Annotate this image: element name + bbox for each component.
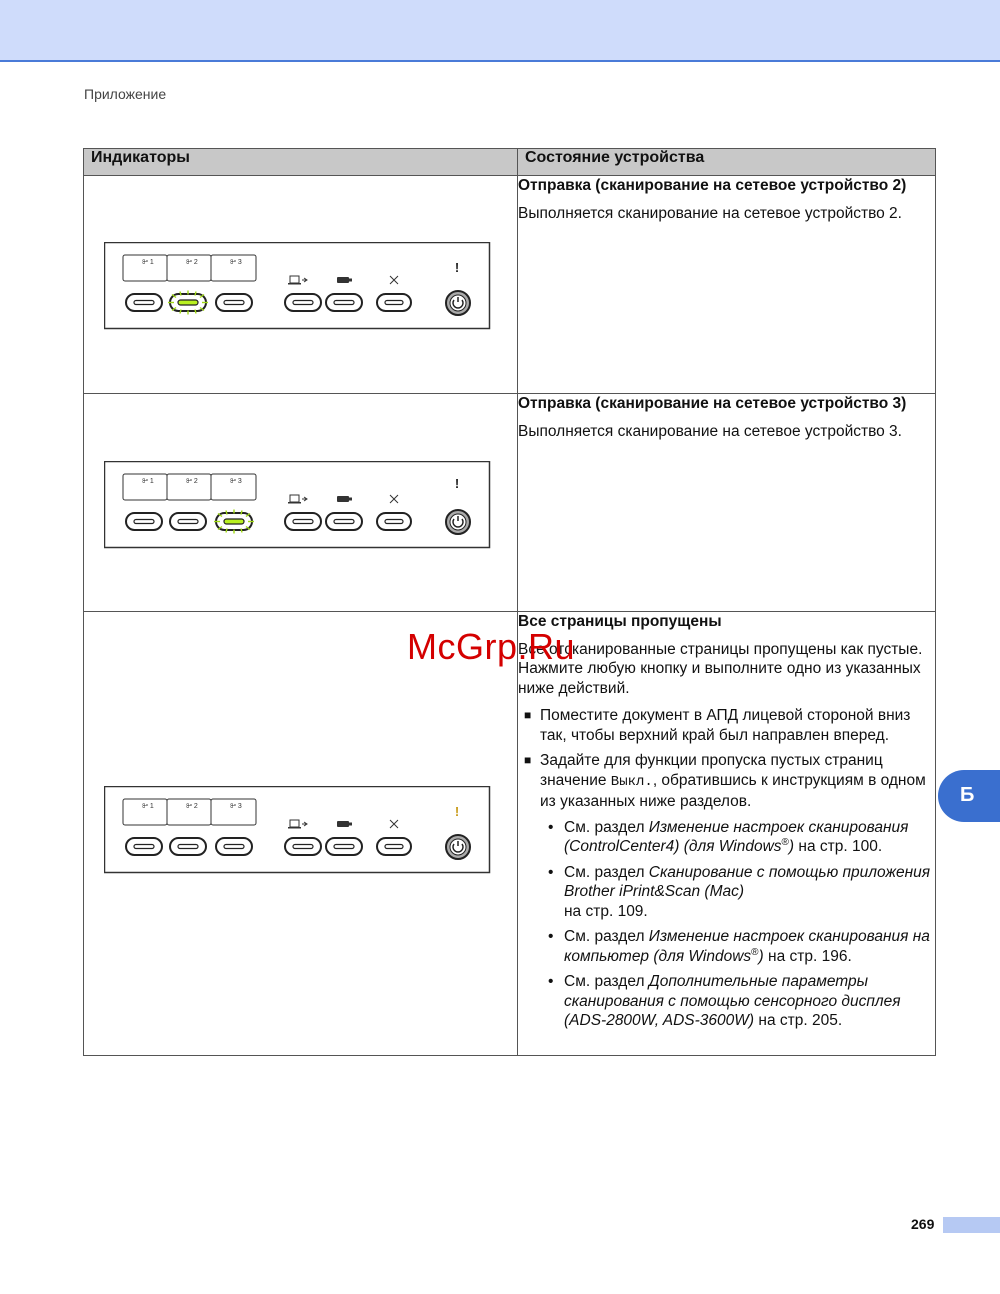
reference-link[interactable]: Дополнительные параметры сканирования с помощью сенсорного дисплея (ADS-2800W, ADS-3600W) [564,973,901,1029]
header-band [0,0,1000,62]
header-device-state: Состояние устройства [518,149,936,176]
action-item [524,706,935,745]
state-title: Отправка (сканирование на сетевое устройство 2) [518,177,907,194]
table-row [84,394,936,612]
led-cell [84,176,518,394]
page-number: 269 [911,1216,935,1232]
section-title: Приложение [84,86,167,102]
square-bullet: ■ [524,708,532,722]
state-cell [518,394,936,612]
reference-item: • См. раздел Дополнительные параметры сканирования с помощью сенсорного дисплея (ADS-2800W, ADS-3600W) на стр. 205. [548,973,901,1029]
warning-led-lit: ! [454,804,460,819]
state-cell [518,612,936,1056]
led-cell [84,394,518,612]
chapter-tab[interactable]: Б [938,770,1000,822]
indicator-table [83,148,936,1056]
reference-link[interactable]: Изменение настроек сканирования на компьютер (для Windows [564,928,930,965]
state-description: Все отсканированные страницы пропущены как пустые. Нажмите любую кнопку и выполните одно из указанных ниже действий. [518,640,923,697]
action-text: Задайте для функции пропуска пустых страниц значение Выкл., обратившись к инструкциям в одном из указанных ниже разделов. [540,752,926,810]
watermark: McGrp.Ru [407,626,576,667]
table-header-row [84,149,936,176]
header-indicators: Индикаторы [84,149,518,176]
table-row [84,176,936,394]
warning-led: ! [454,260,460,275]
control-panel-illustration [104,786,491,874]
state-title: Отправка (сканирование на сетевое устройство 3) [518,395,907,412]
state-title: Все страницы пропущены [518,613,722,630]
reference-item: • См. раздел Изменение настроек сканирования (ControlCenter4) (для Windows®) на стр. 100. [548,818,909,855]
setting-value: Выкл. [610,773,653,790]
control-panel-illustration [104,461,491,549]
action-text: Поместите документ в АПД лицевой стороной вниз так, чтобы верхний край был направлен вперед. [540,707,911,744]
state-cell [518,176,936,394]
reference-item: • См. раздел Сканирование с помощью приложения Brother iPrint&Scan (Mac) на стр. 109. [548,863,931,920]
warning-led: ! [454,476,460,491]
action-item [524,751,935,812]
reference-item: • См. раздел Изменение настроек сканирования на компьютер (для Windows®) на стр. 196. [548,928,930,965]
page-number-bar [943,1217,1000,1233]
reference-link[interactable]: Изменение настроек сканирования (ControlCenter4) (для Windows [564,818,909,855]
square-bullet: ■ [524,753,532,767]
state-description: Выполняется сканирование на сетевое устройство 3. [518,422,902,440]
state-description: Выполняется сканирование на сетевое устройство 2. [518,204,902,222]
led-cell [84,612,518,1056]
control-panel-illustration [104,242,491,330]
reference-link[interactable]: Сканирование с помощью приложения Brother iPrint&Scan (Mac) [564,863,931,900]
table-row [84,612,936,1056]
